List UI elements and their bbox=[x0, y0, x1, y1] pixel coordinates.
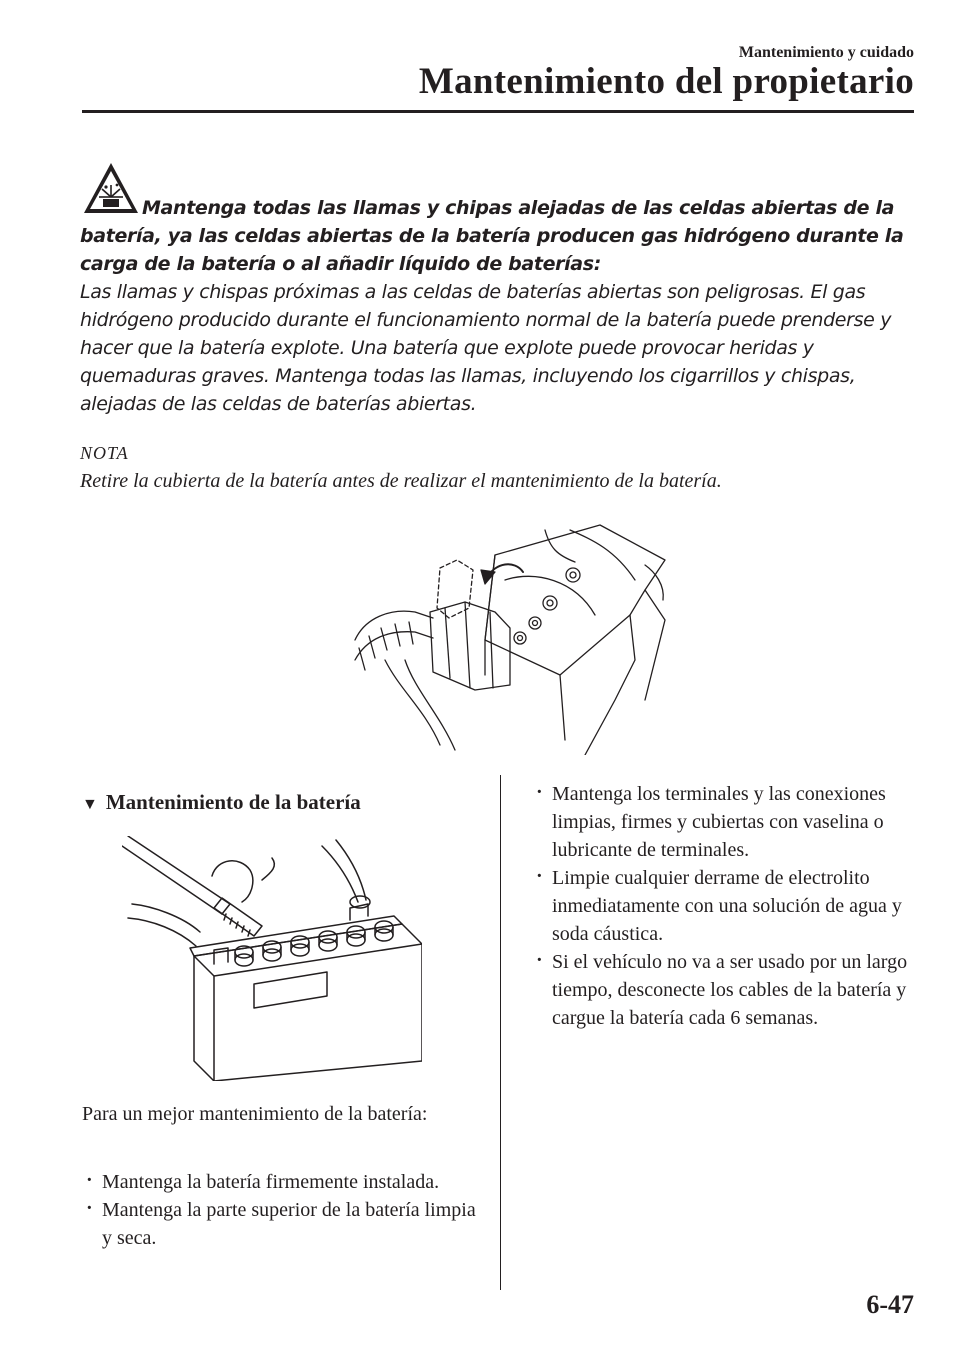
header-divider bbox=[82, 110, 914, 113]
left-column bbox=[82, 790, 482, 1249]
list-item: · Mantenga la parte superior de la batería limpia y seca. bbox=[82, 1196, 482, 1252]
column-divider bbox=[500, 775, 501, 1290]
list-item: · Mantenga los terminales y las conexiones limpias, firmes y cubiertas con vaselina o lubricante de terminales. bbox=[532, 780, 922, 864]
warning-block bbox=[80, 160, 920, 418]
warning-body: Las llamas y chispas próximas a las celdas de baterías abiertas son peligrosas. El gas hidrógeno producido durante el funcionamiento normal de la batería puede prenderse y hacer que la batería explote. Una batería que explote puede provocar heridas y quemaduras graves. Mantenga todas las llamas, incluyendo los cigarrillos y chispas, alejadas de las celdas de baterías abiertas. bbox=[80, 281, 892, 415]
section-heading-text: Mantenimiento de la batería bbox=[105, 790, 361, 814]
note-label: NOTA bbox=[80, 443, 129, 463]
list-item: · Si el vehículo no va a ser usado por un largo tiempo, desconecte los cables de la batería y cargue la batería cada 6 semanas. bbox=[532, 948, 922, 1032]
warning-title: Mantenga todas las llamas y chipas alejadas de las celdas abiertas de la batería, ya las celdas abiertas de la batería producen gas hidrógeno durante la carga de la batería o al añadir líquido de baterías: bbox=[80, 197, 904, 275]
triangle-marker-icon: ▼ bbox=[82, 796, 98, 813]
battery-cleaning-illustration bbox=[122, 836, 422, 1081]
maintenance-list-right bbox=[532, 780, 922, 1032]
intro-text: Para un mejor mantenimiento de la batería: bbox=[82, 1103, 428, 1125]
page-title: Mantenimiento del propietario bbox=[418, 61, 914, 102]
note-text: Retire la cubierta de la batería antes de realizar el mantenimiento de la batería. bbox=[80, 470, 722, 492]
chapter-label: Mantenimiento y cuidado bbox=[738, 44, 914, 61]
battery-cover-illustration bbox=[345, 500, 685, 755]
maintenance-list-left bbox=[82, 1168, 482, 1252]
right-column bbox=[532, 780, 922, 1032]
list-item: · Limpie cualquier derrame de electrolito inmediatamente con una solución de agua y soda cáustica. bbox=[532, 864, 922, 948]
section-heading bbox=[82, 790, 482, 815]
list-item: · Mantenga la batería firmemente instalada. bbox=[82, 1168, 482, 1196]
page-number: 6-47 bbox=[866, 1290, 914, 1319]
explosion-warning-icon bbox=[82, 161, 140, 217]
note-block bbox=[80, 443, 920, 493]
